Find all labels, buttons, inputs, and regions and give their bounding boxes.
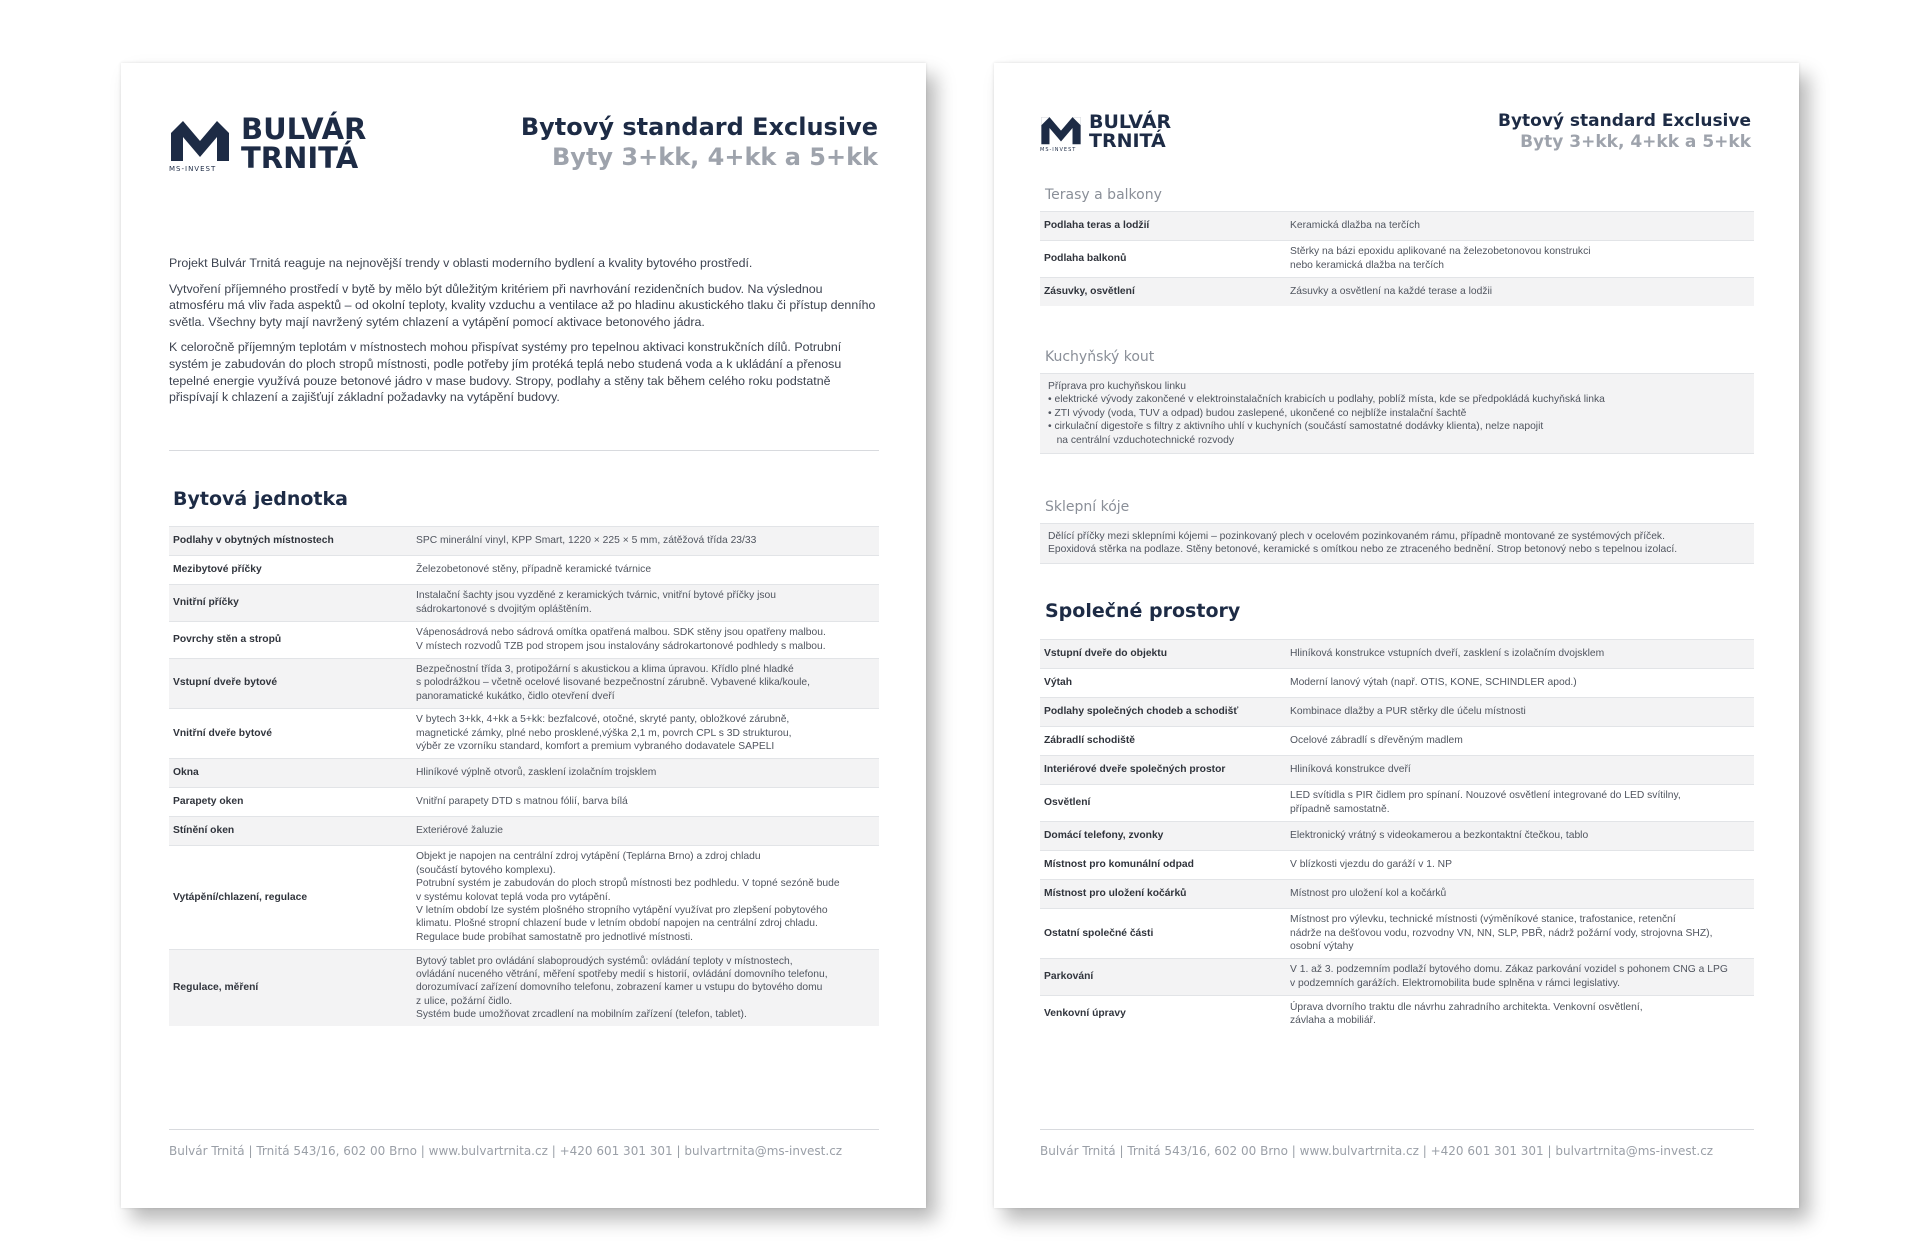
row-value: Instalační šachty jsou vyzděné z keramických tvárnic, vnitřní bytové příčky jsou sádrokartonové s dvojitým opláštěním. xyxy=(412,585,879,622)
section-divider xyxy=(169,450,879,451)
row-value: Moderní lanový výtah (např. OTIS, KONE, SCHINDLER apod.) xyxy=(1286,669,1754,698)
row-label: Výtah xyxy=(1040,669,1286,698)
row-value: Místnost pro uložení kol a kočárků xyxy=(1286,879,1754,908)
table-row xyxy=(1040,277,1754,306)
table-row xyxy=(1040,756,1754,785)
spec-table-spolecne xyxy=(1040,639,1754,1032)
table-row xyxy=(1040,908,1754,958)
row-value: SPC minerální vinyl, KPP Smart, 1220 × 225 × 5 mm, zátěžová třída 23/33 xyxy=(412,527,879,556)
logo-subtext: MS-INVEST xyxy=(169,165,217,173)
row-label: Vstupní dveře do objektu xyxy=(1040,640,1286,669)
brand-logo xyxy=(1040,113,1171,155)
row-label: Vstupní dveře bytové xyxy=(169,658,412,708)
row-value: Vnitřní parapety DTD s matnou fólií, barva bílá xyxy=(412,787,879,816)
section-heading-spolecne: Společné prostory xyxy=(1045,600,1241,622)
document-title-block xyxy=(1498,111,1751,152)
row-label: Mezibytové příčky xyxy=(169,556,412,585)
document-title-block xyxy=(521,113,878,171)
table-row xyxy=(169,758,879,787)
intro-text xyxy=(169,255,879,415)
row-value: Elektronický vrátný s videokamerou a bezkontaktní čtečkou, tablo xyxy=(1286,821,1754,850)
section-heading-bytova: Bytová jednotka xyxy=(173,488,348,510)
row-value: Úprava dvorního traktu dle návrhu zahradního architekta. Venkovní osvětlení, závlaha a mobiliář. xyxy=(1286,995,1754,1032)
row-value: Vápenosádrová nebo sádrová omítka opatřená malbou. SDK stěny jsou opatřeny malbou. V místech rozvodů TZB pod stropem jsou instalovány sádrokartonové podhledy s malbou. xyxy=(412,621,879,658)
logo-wordmark xyxy=(1089,113,1171,151)
spec-table-terasy xyxy=(1040,211,1754,306)
table-row xyxy=(1040,698,1754,727)
logo-mark-icon xyxy=(1040,113,1082,155)
row-label: Vnitřní dveře bytové xyxy=(169,708,412,758)
table-row xyxy=(169,585,879,622)
document-page-1 xyxy=(121,63,926,1208)
logo-mark-icon xyxy=(169,115,231,175)
row-value: Ocelové zábradlí s dřevěným madlem xyxy=(1286,727,1754,756)
document-subtitle: Byty 3+kk, 4+kk a 5+kk xyxy=(1520,132,1751,152)
table-row xyxy=(169,658,879,708)
row-label: Parapety oken xyxy=(169,787,412,816)
intro-paragraph: K celoročně příjemným teplotám v místnostech mohou přispívat systémy pro tepelnou aktivaci konstrukčních dílů. Potrubní systém je zabudován do ploch stropů místnosti, podle potřeby jím protéká teplá nebo studená voda a k ukládání a přenosu tepelné energie využívá pouze betonové jádro v mase budovy. Stropy, podlahy a stěny tak během celého roku podstatně přispívají k chlazení a zajišťují základní požadavky na vytápění budovy. xyxy=(169,340,842,405)
row-label: Místnost pro komunální odpad xyxy=(1040,850,1286,879)
table-row xyxy=(1040,212,1754,241)
document-title: Bytový standard Exclusive xyxy=(520,113,878,141)
row-value: Železobetonové stěny, případně keramické tvárnice xyxy=(412,556,879,585)
row-label: Interiérové dveře společných prostor xyxy=(1040,756,1286,785)
logo-line-1: BULVÁR xyxy=(241,112,367,146)
table-row xyxy=(1040,879,1754,908)
logo-subtext: MS-INVEST xyxy=(1040,147,1077,153)
table-row xyxy=(169,708,879,758)
row-value: Objekt je napojen na centrální zdroj vytápění (Teplárna Brno) a zdroj chladu (součástí bytového komplexu). Potrubní systém je zabudován do ploch stropů místnosti bez podhledu. V topné sezóně bude v systému kolovat teplá voda pro vytápění. V letním období lze systém plošného stropního vytápění využívat pro zlepšení pobytového klimatu. Plošné stropní chlazení bude v letním období napojen na centrální zdroj chladu. Regulace bude probíhat samostatně pro jednotlivé místnosti. xyxy=(412,845,879,949)
row-label: Domácí telefony, zvonky xyxy=(1040,821,1286,850)
row-value: Hliníková konstrukce dveří xyxy=(1286,756,1754,785)
logo-line-1: BULVÁR xyxy=(1089,111,1172,133)
row-value: Kombinace dlažby a PUR stěrky dle účelu místnosti xyxy=(1286,698,1754,727)
row-label: Ostatní společné části xyxy=(1040,908,1286,958)
row-label: Podlaha balkonů xyxy=(1040,241,1286,278)
row-label: Podlahy v obytných místnostech xyxy=(169,527,412,556)
row-label: Regulace, měření xyxy=(169,949,412,1026)
table-row xyxy=(1040,640,1754,669)
logo-line-2: TRNITÁ xyxy=(1089,130,1166,152)
table-row xyxy=(169,556,879,585)
row-value: Hliníková konstrukce vstupních dveří, zasklení s izolačním dvojsklem xyxy=(1286,640,1754,669)
intro-paragraph: Vytvoření příjemného prostředí v bytě by mělo být důležitým kritériem při navrhování rezidenčních budov. Na výslednou atmosféru má vliv řada aspektů – od okolní teploty, kvality vzduchu a ventilace až po hladinu akustického tlaku či přístup denního světla. Všechny byty mají navržený sytém chlazení a vytápění pomocí aktivace betonového jádra. xyxy=(169,281,876,329)
table-row xyxy=(1040,958,1754,995)
brand-logo xyxy=(169,112,367,175)
document-page-2 xyxy=(994,63,1799,1208)
table-row xyxy=(1040,669,1754,698)
row-value: Bezpečnostní třída 3, protipožární s akustickou a klima úpravou. Křídlo plné hladké s polodrážkou – včetně ocelové lisované bezpečnostní zárubně. Vybavené klika/koule, panoramatické kukátko, čidlo otevření dveří xyxy=(412,658,879,708)
document-title: Bytový standard Exclusive xyxy=(1498,111,1751,131)
footer-contact: Bulvár Trnitá | Trnitá 543/16, 602 00 Brno | www.bulvartrnita.cz | +420 601 301 301 | bulvartrnita@ms-invest.cz xyxy=(1040,1144,1714,1158)
table-row xyxy=(1040,850,1754,879)
note-line: Dělící příčky mezi sklepními kójemi – pozinkovaný plech v ocelovém pozinkovaném rámu, případně montované ze systémových příček. xyxy=(1048,531,1665,542)
row-label: Osvětlení xyxy=(1040,785,1286,822)
table-row xyxy=(1040,785,1754,822)
section-heading-kuchyn: Kuchyňský kout xyxy=(1045,349,1155,365)
table-row xyxy=(1040,995,1754,1032)
row-label: Vytápění/chlazení, regulace xyxy=(169,845,412,949)
row-label: Zábradlí schodiště xyxy=(1040,727,1286,756)
table-row xyxy=(1040,727,1754,756)
spec-table-bytova xyxy=(169,526,879,1026)
row-value: Zásuvky a osvětlení na každé terase a lodžii xyxy=(1286,277,1754,306)
table-row xyxy=(169,527,879,556)
table-row xyxy=(1040,241,1754,278)
row-label: Podlaha teras a lodžií xyxy=(1040,212,1286,241)
table-row xyxy=(169,621,879,658)
row-value: V bytech 3+kk, 4+kk a 5+kk: bezfalcové, otočné, skryté panty, obložkové zárubně, magnetické zámky, plné nebo prosklené,výška 2,1 m, povrch CPL s 3D strukturou, výběr ze vzorníku standard, komfort a premium vybraného dodavatele SAPELI xyxy=(412,708,879,758)
note-line: • cirkulační digestoře s filtry z aktivního uhlí v kuchyních (součástí samostatné dodávky klienta), nelze napojit xyxy=(1048,421,1544,433)
table-row xyxy=(169,787,879,816)
table-row xyxy=(169,816,879,845)
note-line: • ZTI vývody (voda, TUV a odpad) budou zaslepené, ukončené co nejblíže instalační šachtě xyxy=(1048,407,1467,419)
note-line: Epoxidová stěrka na podlaze. Stěny betonové, keramické s omítkou nebo ze ztraceného bednění. Strop betonový nebo s tepelnou izolací. xyxy=(1048,544,1678,556)
row-value: LED svítidla s PIR čidlem pro spínaní. Nouzové osvětlení integrované do LED svítilny, případně samostatně. xyxy=(1286,785,1754,822)
row-label: Vnitřní příčky xyxy=(169,585,412,622)
row-value: Keramická dlažba na terčích xyxy=(1286,212,1754,241)
row-value: Místnost pro výlevku, technické místnosti (výměníkové stanice, trafostanice, retenční nádrže na dešťovou vodu, rozvodny VN, NN, SLP, PBŘ, nádrž požární vody, strojovna SHZ), osobní výtahy xyxy=(1286,908,1754,958)
logo-line-2: TRNITÁ xyxy=(241,141,359,175)
row-label: Podlahy společných chodeb a schodišť xyxy=(1040,698,1286,727)
footer-divider xyxy=(169,1129,879,1130)
document-subtitle: Byty 3+kk, 4+kk a 5+kk xyxy=(552,143,878,171)
row-value: V blízkosti vjezdu do garáží v 1. NP xyxy=(1286,850,1754,879)
note-line: • elektrické vývody zakončené v elektroinstalačních krabicích u podlahy, poblíž místa, kde se předpokládá kuchyňská linka xyxy=(1048,394,1605,406)
row-value: Stěrky na bázi epoxidu aplikované na železobetonovou konstrukci nebo keramická dlažba na terčích xyxy=(1286,241,1754,278)
row-label: Místnost pro uložení kočárků xyxy=(1040,879,1286,908)
row-label: Zásuvky, osvětlení xyxy=(1040,277,1286,306)
row-value: V 1. až 3. podzemním podlaží bytového domu. Zákaz parkování vozidel s pohonem CNG a LPG v podzemních garážích. Elektromobilita bude splněna v rámci legislativy. xyxy=(1286,958,1754,995)
kitchen-notes xyxy=(1040,373,1754,454)
row-value: Hliníkové výplně otvorů, zasklení izolačním trojsklem xyxy=(412,758,879,787)
row-label: Okna xyxy=(169,758,412,787)
section-heading-sklep: Sklepní kóje xyxy=(1045,499,1130,515)
row-label: Venkovní úpravy xyxy=(1040,995,1286,1032)
row-label: Stínění oken xyxy=(169,816,412,845)
footer-contact: Bulvár Trnitá | Trnitá 543/16, 602 00 Brno | www.bulvartrnita.cz | +420 601 301 301 | bulvartrnita@ms-invest.cz xyxy=(169,1144,843,1158)
row-label: Povrchy stěn a stropů xyxy=(169,621,412,658)
section-heading-terasy: Terasy a balkony xyxy=(1045,187,1162,203)
logo-wordmark xyxy=(241,112,367,175)
cellar-notes xyxy=(1040,523,1754,564)
row-value: Bytový tablet pro ovládání slaboproudých systémů: ovládání teploty v místnostech, ovládání nuceného větrání, měření spotřeby medií s historií, ovládání domovního telefonu, dorozumívací zařízení domovního telefonu, zobrazení kamer u vstupu do bytového domu z ulice, požární čidlo. Systém bude umožňovat zrcadlení na mobilním zařízení (telefon, tablet). xyxy=(412,949,879,1026)
footer-divider xyxy=(1040,1129,1754,1130)
table-row xyxy=(169,949,879,1026)
note-line: na centrální vzduchotechnické rozvody xyxy=(1048,434,1235,446)
row-label: Parkování xyxy=(1040,958,1286,995)
table-row xyxy=(169,845,879,949)
row-value: Exteriérové žaluzie xyxy=(412,816,879,845)
table-row xyxy=(1040,821,1754,850)
intro-paragraph: Projekt Bulvár Trnitá reaguje na nejnovější trendy v oblasti moderního bydlení a kvality bytového prostředí. xyxy=(169,256,753,270)
note-line: Příprava pro kuchyňskou linku xyxy=(1048,381,1186,392)
